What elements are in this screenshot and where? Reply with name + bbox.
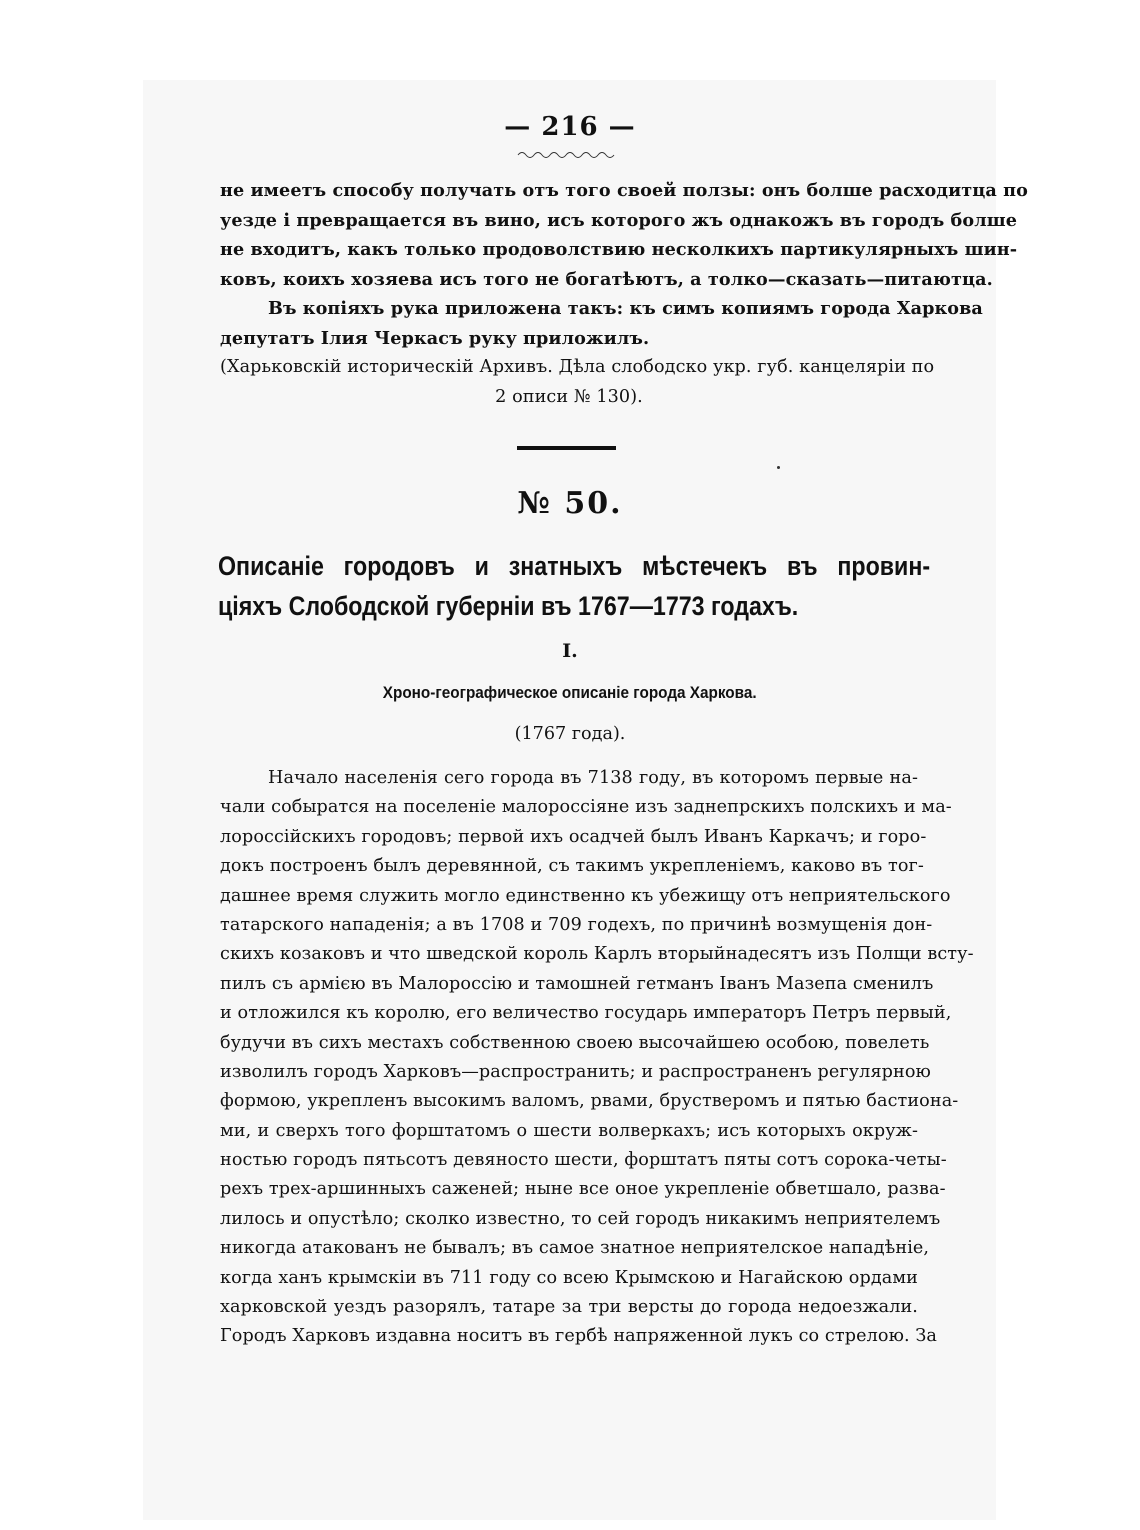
text-line: депутатъ Ілия Черкасъ руку приложилъ. [220,327,650,349]
text-line: ковъ, коихъ хозяева исъ того не богатѣютъ, а толко—сказать—питаютца. [220,268,993,290]
body-paragraph [220,764,974,1352]
text-line: лороссійскихъ городовъ; первой ихъ осадчей былъ Иванъ Каркачъ; и горо- [220,826,927,847]
text-line: формою, укрепленъ высокимъ валомъ, рвами, брустверомъ и пятью бастиона- [220,1091,959,1112]
text-line: лилось и опустѣло; сколко известно, то сей городъ никакимъ неприятелемъ [220,1208,941,1229]
text-line: татарского нападенія; а въ 1708 и 709 годехъ, по причинѣ возмущенія дон- [220,914,933,935]
text-line: не входитъ, какъ только продоволствию несколкихъ партикулярныхъ шин- [220,239,1018,260]
text-line: докъ построенъ былъ деревянной, съ такимъ укрепленіемъ, каково въ тог- [220,856,924,877]
document-title [218,546,930,626]
text-line: ми, и сверхъ того форштатомъ о шести волверкахъ; исъ которыхъ окруж- [220,1120,918,1141]
text-line: дашнее время служить могло единственно къ убежищу отъ неприятельского [220,885,951,906]
page-number: — 216 — [504,112,636,142]
section-divider [517,446,616,450]
text-line: будучи въ сихъ местахъ собственною своею высочайшею особою, повелеть [220,1032,930,1053]
text-line: скихъ козаковъ и что шведской король Карлъ вторыйнадесятъ изъ Полщи всту- [220,944,974,965]
text-line: рехъ трех-аршинныхъ саженей; ныне все оное укрепленіе обветшало, разва- [220,1179,946,1200]
archive-note-line: 2 описи № 130). [495,386,643,407]
document-number: № 50. [517,486,623,521]
document-title-line: ціяхъ Слободской губерніи въ 1767—1773 годахъ. [218,591,799,621]
text-line: когда ханъ крымскіи въ 711 году со всею Крымскою и Нагайскою ордами [220,1267,918,1288]
part-year: (1767 года). [514,724,626,744]
text-line: изволилъ городъ Харковъ—распространить; и распространенъ регулярною [220,1061,931,1082]
text-line: Въ копіяхъ рука приложена такъ: къ симъ копиямъ города Харкова [268,298,983,319]
text-line: Городъ Харковъ издавна носитъ въ гербѣ напряженной лукъ со стрелою. За [220,1326,938,1347]
text-line: никогда атакованъ не бывалъ; въ самое знатное неприятелское нападѣніе, [220,1238,930,1259]
continued-text [220,176,1028,412]
document-title-line: Описаніе городовъ и знатныхъ мѣстечекъ въ провин- [218,551,931,581]
text-line: не имеетъ способу получать отъ того своей ползы: онъ болше расходитца по [220,180,1028,201]
part-numeral: I. [562,640,578,662]
text-line: ностью городъ пятьсотъ девяносто шести, форштатъ пяты сотъ сорока-четы- [220,1150,947,1171]
part-title-text: Хроно-географическое описаніе города Харкова. [383,683,757,702]
text-line: харковской уездъ разорялъ, татаре за три версты до города недоезжали. [220,1297,918,1318]
text-line: Начало населенія сего города въ 7138 году, въ которомъ первые на- [268,768,918,788]
part-title [0,683,1140,703]
text-line: чали собыратся на поселеніе малороссіяне изъ заднепрскихъ полскихъ и ма- [220,797,952,818]
archive-note-line: (Харьковскій историческій Архивъ. Дѣла слободско укр. губ. канцеляріи по [220,357,935,377]
scan-speck [777,466,780,469]
text-line: пилъ съ армією въ Малороссію и тамошней гетманъ Іванъ Мазепа сменилъ [220,973,934,994]
text-line: и отложился къ королю, его величество государь императоръ Петръ первый, [220,1003,952,1024]
page-number-flourish [518,150,614,160]
text-line: уезде і превращается въ вино, исъ которого жъ однакожъ въ городъ болше [220,209,1017,231]
